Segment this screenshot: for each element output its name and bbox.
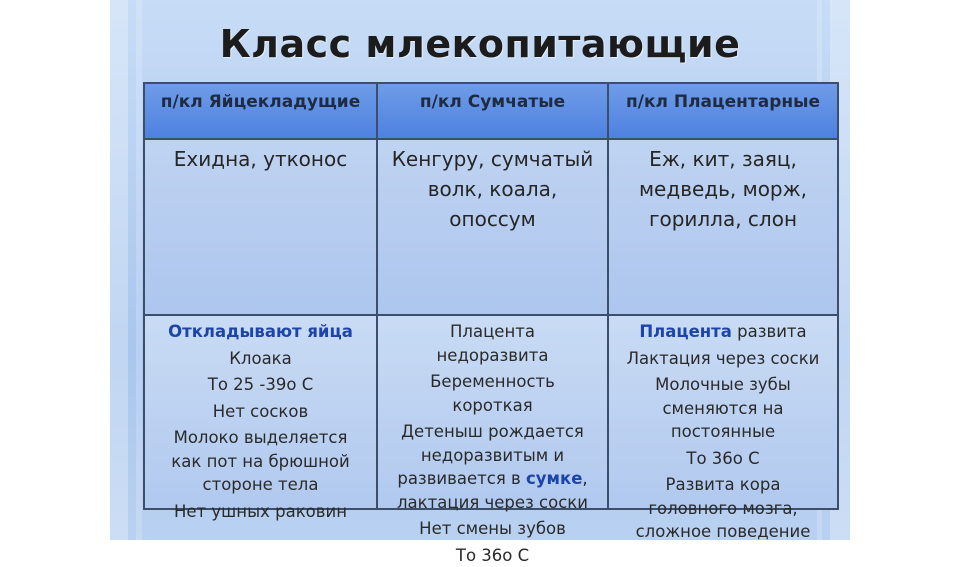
trait-text: , <box>582 469 587 488</box>
page-title: Класс млекопитающие <box>0 22 960 66</box>
species-oviparous <box>145 140 376 314</box>
highlight-pouch: сумке <box>526 469 582 488</box>
trait-line: Лактация через соски <box>609 347 837 371</box>
trait-line: Плацента <box>378 320 607 344</box>
trait-line: Беременность <box>378 370 607 394</box>
trait-line: как пот на брюшной <box>145 450 376 474</box>
species-line: Еж, кит, заяц, <box>609 144 837 174</box>
column-divider <box>607 84 609 508</box>
trait-line: Развита кора <box>609 473 837 497</box>
highlight-placenta: Плацента <box>639 322 732 341</box>
left-thin-stripe <box>136 0 142 540</box>
trait-line: То 36о С <box>378 544 607 567</box>
trait-line: Нет смены зубов <box>378 517 607 541</box>
header-marsupials: п/кл Сумчатые <box>378 84 607 138</box>
trait-line: Нет ушных раковин <box>145 500 376 524</box>
species-line: Кенгуру, сумчатый <box>378 144 607 174</box>
traits-placentals <box>609 316 837 508</box>
trait-line: Откладывают яйца <box>145 320 376 344</box>
species-line: медведь, морж, <box>609 174 837 204</box>
trait-line: стороне тела <box>145 473 376 497</box>
species-line: опоссум <box>378 204 607 234</box>
species-line: Ехидна, утконос <box>145 144 376 174</box>
left-stripe <box>110 0 128 540</box>
trait-text: развита <box>732 322 807 341</box>
trait-line: Нет сосков <box>145 400 376 424</box>
column-divider <box>376 84 378 508</box>
table-header-row <box>145 84 837 140</box>
trait-line: головного мозга, <box>609 497 837 521</box>
traits-oviparous <box>145 316 376 508</box>
trait-line <box>378 467 607 491</box>
species-line: горилла, слон <box>609 204 837 234</box>
trait-line: Молоко выделяется <box>145 426 376 450</box>
traits-marsupials <box>378 316 607 508</box>
trait-line: Детеныш рождается <box>378 420 607 444</box>
trait-line: сменяются на <box>609 397 837 421</box>
trait-line: недоразвитым и <box>378 444 607 468</box>
trait-line: лактация через соски <box>378 491 607 515</box>
species-placentals <box>609 140 837 314</box>
trait-line: недоразвита <box>378 344 607 368</box>
header-oviparous: п/кл Яйцекладущие <box>145 84 376 138</box>
trait-line: сложное поведение <box>609 520 837 544</box>
species-line: волк, коала, <box>378 174 607 204</box>
trait-line: короткая <box>378 394 607 418</box>
species-marsupials <box>378 140 607 314</box>
trait-line: То 36о С <box>609 447 837 471</box>
trait-line <box>609 320 837 344</box>
species-row <box>145 140 837 316</box>
trait-text: развивается в <box>397 469 526 488</box>
trait-line: То 25 -39о С <box>145 373 376 397</box>
trait-line: Молочные зубы <box>609 373 837 397</box>
classification-table <box>143 82 839 510</box>
trait-line: Клоака <box>145 347 376 371</box>
trait-line: постоянные <box>609 420 837 444</box>
header-placentals: п/кл Плацентарные <box>609 84 837 138</box>
traits-row <box>145 316 837 508</box>
